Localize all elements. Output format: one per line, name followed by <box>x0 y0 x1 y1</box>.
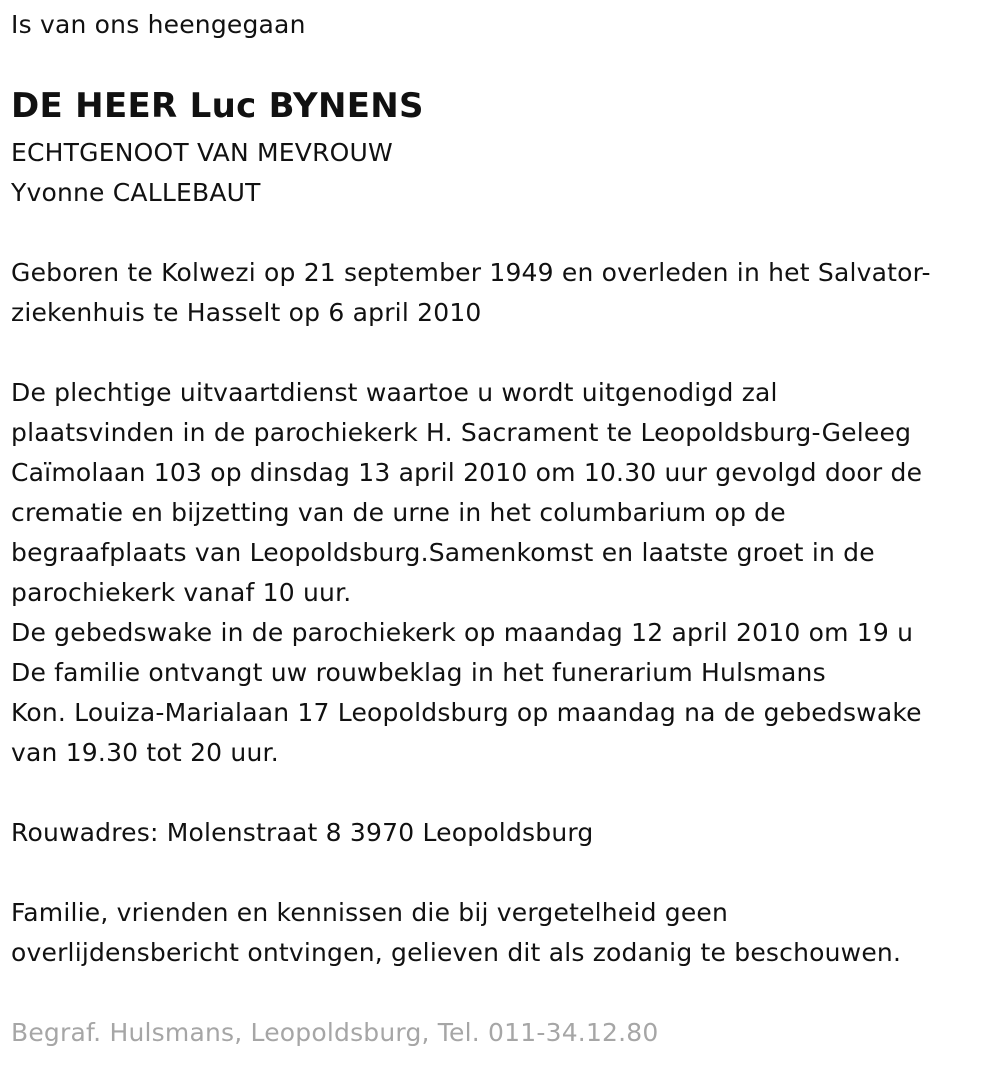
service-line: De gebedswake in de parochiekerk op maandag 12 april 2010 om 19 u <box>11 618 914 647</box>
family-note-block <box>11 893 901 973</box>
service-line: crematie en bijzetting van de urne in het columbarium op de <box>11 498 786 527</box>
family-note-line: Familie, vrienden en kennissen die bij vergetelheid geen <box>11 898 729 927</box>
service-line: De familie ontvangt uw rouwbeklag in het funerarium Hulsmans <box>11 658 826 687</box>
address-line: Rouwadres: Molenstraat 8 3970 Leopoldsburg <box>11 818 594 847</box>
service-line: van 19.30 tot 20 uur. <box>11 738 279 767</box>
family-note-line: overlijdensbericht ontvingen, gelieven dit als zodanig te beschouwen. <box>11 938 902 967</box>
spouse-line: ECHTGENOOT VAN MEVROUW <box>11 138 393 167</box>
spouse-line: Yvonne CALLEBAUT <box>11 178 261 207</box>
birth-death-line: Geboren te Kolwezi op 21 september 1949 en overleden in het Salvator- <box>11 258 931 287</box>
mourning-address <box>11 813 593 853</box>
intro-text: Is van ons heengegaan <box>11 10 306 39</box>
spouse-block <box>11 133 393 213</box>
funeral-home-footer: Begraf. Hulsmans, Leopoldsburg, Tel. 011-34.12.80 <box>11 1018 659 1047</box>
service-line: parochiekerk vanaf 10 uur. <box>11 578 352 607</box>
birth-death-block <box>11 253 931 333</box>
deceased-name: DE HEER Luc BYNENS <box>11 86 424 126</box>
service-line: begraafplaats van Leopoldsburg.Samenkomst en laatste groet in de <box>11 538 875 567</box>
service-line: plaatsvinden in de parochiekerk H. Sacrament te Leopoldsburg-Geleeg <box>11 418 912 447</box>
funeral-service-block <box>11 373 922 773</box>
service-line: Kon. Louiza-Marialaan 17 Leopoldsburg op maandag na de gebedswake <box>11 698 922 727</box>
birth-death-line: ziekenhuis te Hasselt op 6 april 2010 <box>11 298 482 327</box>
service-line: De plechtige uitvaartdienst waartoe u wordt uitgenodigd zal <box>11 378 778 407</box>
service-line: Caïmolaan 103 op dinsdag 13 april 2010 om 10.30 uur gevolgd door de <box>11 458 923 487</box>
